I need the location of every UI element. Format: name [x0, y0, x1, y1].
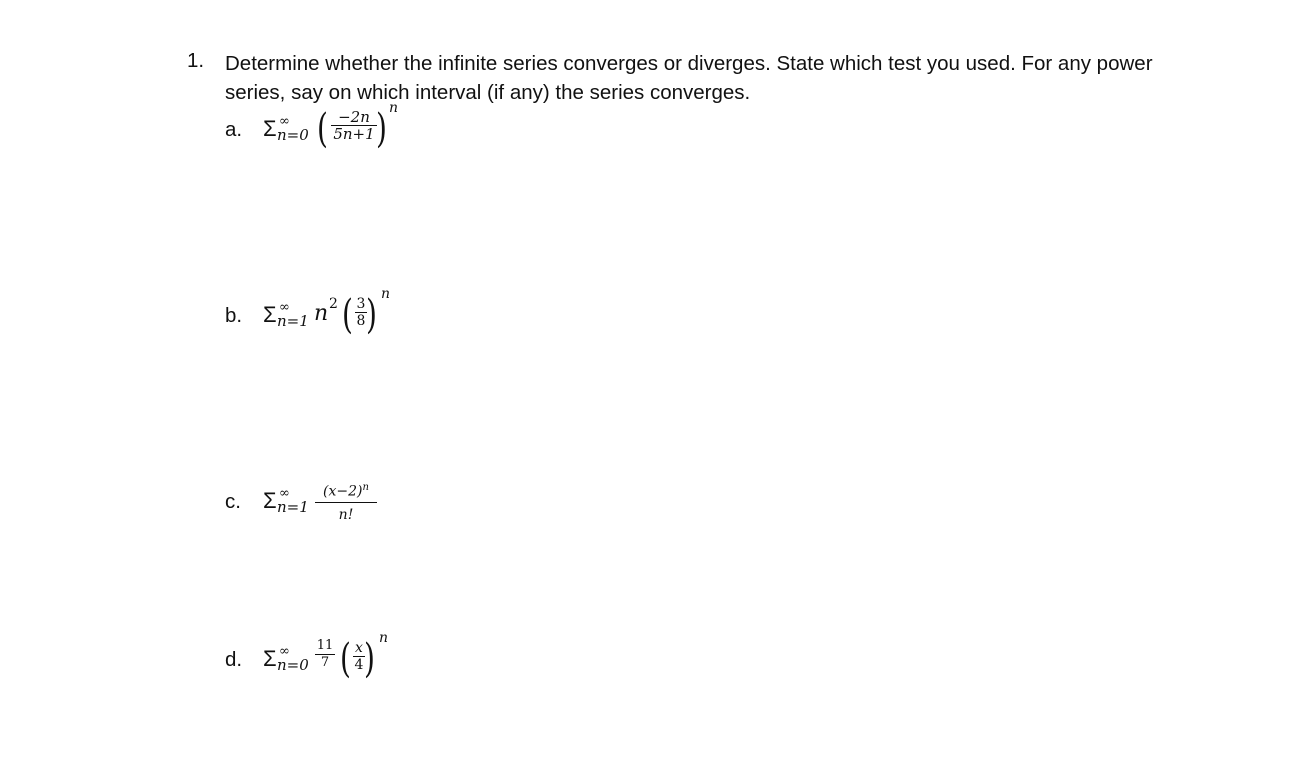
sigma-symbol: Σ	[263, 646, 277, 671]
outer-exponent: n	[379, 630, 389, 646]
sum-upper-limit: ∞	[279, 300, 290, 315]
outer-exponent: n	[389, 100, 399, 116]
item-label: a.	[225, 118, 243, 141]
sigma-symbol: Σ	[263, 488, 277, 513]
series-fraction	[331, 109, 377, 142]
numerator-exponent: n	[362, 482, 369, 493]
outer-exponent: n	[381, 286, 391, 302]
item-label: c.	[225, 490, 241, 513]
fraction-bar	[315, 502, 377, 503]
sum-upper-limit: ∞	[279, 114, 290, 129]
left-paren: (	[342, 292, 353, 338]
fraction-denominator: 4	[354, 657, 364, 673]
left-paren: (	[317, 106, 328, 152]
item-label: d.	[225, 648, 243, 671]
sigma-symbol: Σ	[263, 302, 277, 327]
right-paren: )	[376, 106, 387, 152]
sum-upper-limit: ∞	[279, 644, 290, 659]
question-prompt: Determine whether the infinite series converges or diverges. State which test you used. For any power series, say on which interval (if any) the series converges.	[225, 52, 1153, 104]
right-paren: )	[366, 292, 377, 338]
sigma-symbol: Σ	[263, 116, 277, 141]
term-base: n	[314, 301, 329, 326]
left-paren: (	[340, 636, 351, 682]
fraction-denominator: n!	[338, 506, 354, 523]
sum-lower-limit: n=1	[277, 312, 309, 330]
term-exponent: 2	[329, 296, 338, 312]
question-number: 1.	[187, 49, 205, 72]
fraction-numerator: x	[355, 640, 363, 656]
fraction-denominator: 5n+1	[333, 125, 375, 143]
sum-upper-limit: ∞	[279, 486, 290, 501]
sum-lower-limit: n=1	[277, 498, 309, 516]
coefficient-fraction	[315, 638, 335, 671]
right-paren: )	[364, 636, 375, 682]
fraction-numerator: $(x-2)^n$	[323, 482, 369, 500]
fraction-denominator: 8	[356, 313, 366, 329]
coefficient-denominator: 7	[320, 655, 330, 670]
sum-lower-limit: n=0	[277, 656, 309, 674]
sum-lower-limit: n=0	[277, 126, 309, 144]
fraction-numerator: −2n	[338, 108, 370, 126]
item-label: b.	[225, 304, 243, 327]
fraction-numerator: 3	[356, 296, 366, 312]
coefficient-numerator: 11	[316, 638, 334, 653]
series-fraction	[315, 480, 377, 523]
